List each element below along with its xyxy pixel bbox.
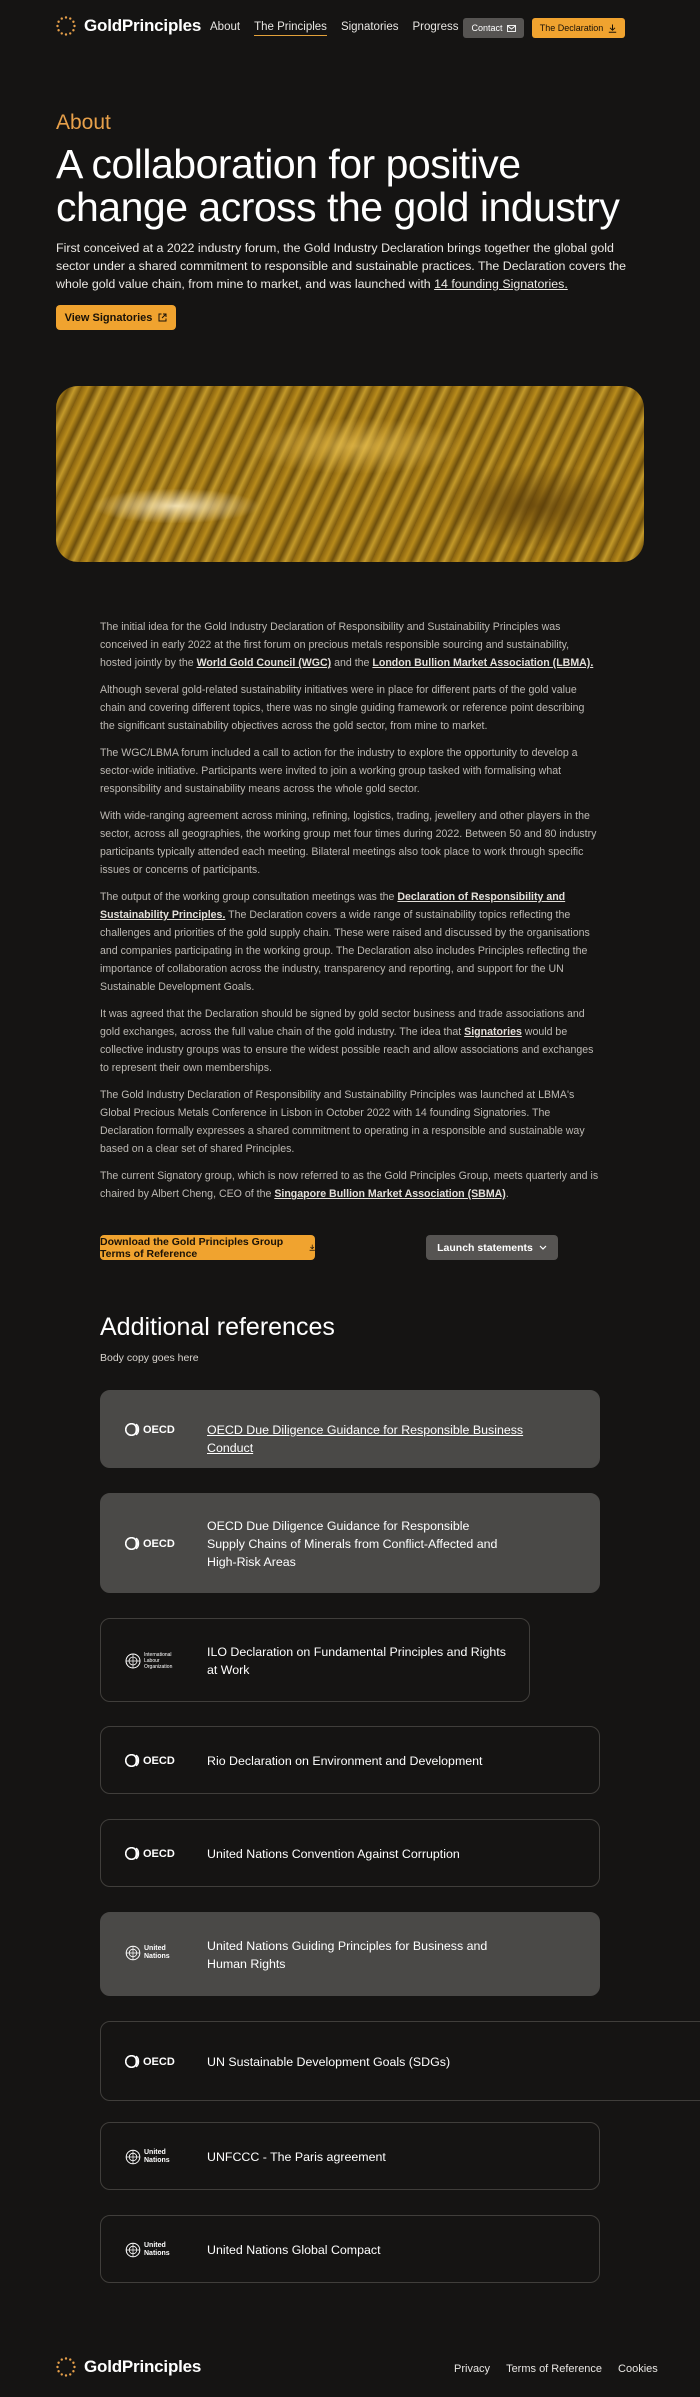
reference-link[interactable]: United Nations Convention Against Corruption — [207, 1847, 460, 1861]
reference-link[interactable]: Rio Declaration on Environment and Development — [207, 1754, 483, 1768]
signatories-link[interactable]: Signatories — [464, 1026, 522, 1038]
main-nav — [210, 21, 459, 36]
hero-intro-text: First conceived at a 2022 industry forum, the Gold Industry Declaration brings together the global gold sector under a shared commitment to responsible and sustainable practices. The Declaration covers the whole gold value chain, from mine to market, and was launched with — [56, 241, 627, 291]
reference-card[interactable] — [100, 2215, 600, 2283]
logo-text: International Labour Organization — [144, 1652, 173, 1670]
paragraph-text: It was agreed that the Declaration should be signed by gold sector business and trade associations and gold exchanges, across the full value chain of the gold industry. The idea that — [100, 1008, 585, 1038]
nav-progress[interactable]: Progress — [412, 21, 459, 33]
gold-principles-logo-icon — [56, 16, 76, 36]
logo-text: United Nations — [144, 2149, 170, 2164]
logo-text: OECD — [143, 1847, 175, 1860]
oecd-logo-icon — [125, 1537, 140, 1550]
logo-text: GoldPrinciples — [84, 2357, 202, 2376]
reference-card[interactable] — [100, 1618, 530, 1702]
gold-texture-image — [56, 386, 644, 562]
download-terms-label: Download the Gold Principles Group Terms of Reference — [100, 1235, 284, 1260]
oecd-logo-icon — [125, 1847, 140, 1860]
reference-card[interactable] — [100, 1726, 600, 1794]
oecd-logo — [125, 1847, 175, 1860]
reference-card[interactable] — [100, 2122, 600, 2190]
declaration-button[interactable] — [532, 18, 625, 38]
logo-text: OECD — [143, 1423, 175, 1436]
gold-principles-logo-icon — [56, 2357, 76, 2377]
reference-link[interactable]: United Nations Global Compact — [207, 2243, 381, 2257]
oecd-logo-icon — [125, 2055, 140, 2068]
references-title: Additional references — [100, 1313, 335, 1341]
paragraph — [100, 1167, 600, 1203]
chevron-down-icon — [539, 1245, 547, 1250]
logo-text: United Nations — [144, 1945, 170, 1960]
un-emblem-icon — [125, 1945, 141, 1961]
reference-link[interactable]: OECD Due Diligence Guidance for Responsible Business Conduct — [207, 1423, 524, 1455]
reference-link[interactable]: OECD Due Diligence Guidance for Responsible Supply Chains of Minerals from Conflict-Affected and High-Risk Areas — [207, 1519, 498, 1569]
paragraph — [100, 618, 600, 672]
reference-link[interactable]: UN Sustainable Development Goals (SDGs) — [207, 2055, 451, 2069]
oecd-logo — [125, 1537, 175, 1550]
reference-card[interactable] — [100, 1819, 600, 1887]
view-signatories-label: View Signatories — [64, 311, 153, 324]
declaration-button-label: The Declaration — [539, 23, 604, 33]
mail-icon — [507, 25, 516, 32]
logo-text: OECD — [143, 2055, 175, 2068]
oecd-logo — [125, 1754, 175, 1767]
ilo-logo — [125, 1652, 174, 1670]
paragraph — [100, 888, 600, 996]
footer-logo[interactable] — [56, 2357, 201, 2377]
nav-about[interactable]: About — [210, 21, 241, 33]
references-subtitle: Body copy goes here — [100, 1352, 199, 1364]
nav-signatories[interactable]: Signatories — [340, 21, 399, 33]
reference-link[interactable]: ILO Declaration on Fundamental Principles and Rights at Work — [207, 1645, 506, 1677]
download-terms-button[interactable] — [100, 1235, 315, 1260]
nav-the-principles[interactable]: The Principles — [254, 21, 327, 36]
site-logo[interactable] — [56, 16, 201, 36]
hero-intro — [56, 239, 641, 293]
paragraph-text: . — [505, 1188, 509, 1200]
un-emblem-icon — [125, 2149, 141, 2165]
download-icon — [608, 24, 617, 33]
contact-button-label: Contact — [471, 23, 503, 33]
paragraph-text: would be collective industry groups was to ensure the widest possible reach and allow associations and exchanges to represent their own memberships. — [100, 1026, 594, 1074]
lbma-link[interactable]: London Bullion Market Association (LBMA). — [372, 657, 594, 669]
oecd-logo-icon — [125, 1754, 140, 1767]
un-emblem-icon — [125, 2242, 141, 2258]
section-eyebrow: About — [56, 111, 111, 134]
footer-links — [454, 2363, 658, 2375]
launch-statements-dropdown[interactable] — [426, 1235, 558, 1260]
un-logo — [125, 2149, 174, 2165]
view-signatories-button[interactable] — [56, 305, 176, 330]
reference-card[interactable] — [100, 1390, 600, 1468]
oecd-logo — [125, 2055, 175, 2068]
logo-text: GoldPrinciples — [84, 16, 202, 35]
page-title: A collaboration for positive change across the gold industry — [56, 141, 620, 230]
site-header — [0, 0, 700, 56]
paragraph: With wide-ranging agreement across mining, refining, logistics, trading, jewellery and other players in the sector, across all geographies, the working group met four times during 2022. Between 50 and 80 industry participants typically attended each meeting. Bilateral meetings also took place to work through specific issues or concerns of participants. — [100, 810, 597, 876]
reference-card[interactable] — [100, 1493, 600, 1593]
about-body — [100, 618, 600, 1212]
footer-link-privacy[interactable]: Privacy — [454, 2363, 491, 2375]
oecd-logo — [125, 1423, 175, 1436]
paragraph: The Gold Industry Declaration of Responsibility and Sustainability Principles was launched at LBMA's Global Precious Metals Conference in Lisbon in October 2022 with 14 founding Signatories. The Declaration formally expresses a shared commitment to operating in a responsible and sustainable way based on a clear set of shared Principles. — [100, 1089, 585, 1155]
launch-statements-label: Launch statements — [437, 1241, 533, 1254]
oecd-logo-icon — [125, 1423, 140, 1436]
logo-text: United Nations — [144, 2242, 170, 2257]
ilo-globe-icon — [125, 1653, 141, 1669]
wgc-link[interactable]: World Gold Council (WGC) — [196, 657, 332, 669]
paragraph-text: The output of the working group consultation meetings was the — [100, 891, 398, 903]
reference-link[interactable]: UNFCCC - The Paris agreement — [207, 2150, 386, 2164]
un-logo — [125, 1945, 174, 1961]
external-link-icon — [158, 313, 167, 322]
footer-link-terms[interactable]: Terms of Reference — [506, 2363, 603, 2375]
paragraph-text: The current Signatory group, which is now referred to as the Gold Principles Group, meets quarterly and is chaired by Albert Cheng, CEO of the — [100, 1170, 599, 1200]
paragraph-text: and the — [331, 657, 373, 669]
logo-text: OECD — [143, 1537, 175, 1550]
paragraph — [100, 1005, 600, 1077]
reference-link[interactable]: United Nations Guiding Principles for Business and Human Rights — [207, 1939, 488, 1971]
un-logo — [125, 2242, 174, 2258]
reference-card[interactable] — [100, 2021, 700, 2101]
founding-signatories-link[interactable]: 14 founding Signatories. — [434, 277, 568, 291]
logo-text: OECD — [143, 1754, 175, 1767]
reference-card[interactable] — [100, 1912, 600, 1996]
declaration-link[interactable]: Declaration of Responsibility and Sustainability Principles. — [100, 891, 566, 921]
paragraph: Although several gold-related sustainability initiatives were in place for different parts of the gold value chain and covering different topics, there was no single guiding framework or reference point describing the significant sustainability objectives across the gold sector, from mine to market. — [100, 684, 585, 732]
sbma-link[interactable]: Singapore Bullion Market Association (SBMA) — [274, 1188, 506, 1200]
paragraph-text: The initial idea for the Gold Industry Declaration of Responsibility and Sustainability Principles was conceived in early 2022 at the first forum on precious metals responsible sourcing and sustainability, hosted jointly by the — [100, 621, 570, 669]
footer-link-cookies[interactable]: Cookies — [618, 2363, 658, 2375]
contact-button[interactable] — [463, 18, 524, 38]
paragraph-text: The Declaration covers a wide range of sustainability topics reflecting the challenges and priorities of the gold supply chain. These were raised and discussed by the organisations and companies participating in the working group. The Declaration also includes Principles reflecting the importance of collaboration across the industry, transparency and reporting, and support for the UN Sustainable Development Goals. — [100, 909, 590, 993]
download-icon — [309, 1243, 315, 1252]
paragraph: The WGC/LBMA forum included a call to action for the industry to explore the opportunity to develop a sector-wide initiative. Participants were invited to join a working group tasked with formalising what responsibility and sustainability means across the whole gold sector. — [100, 747, 578, 795]
